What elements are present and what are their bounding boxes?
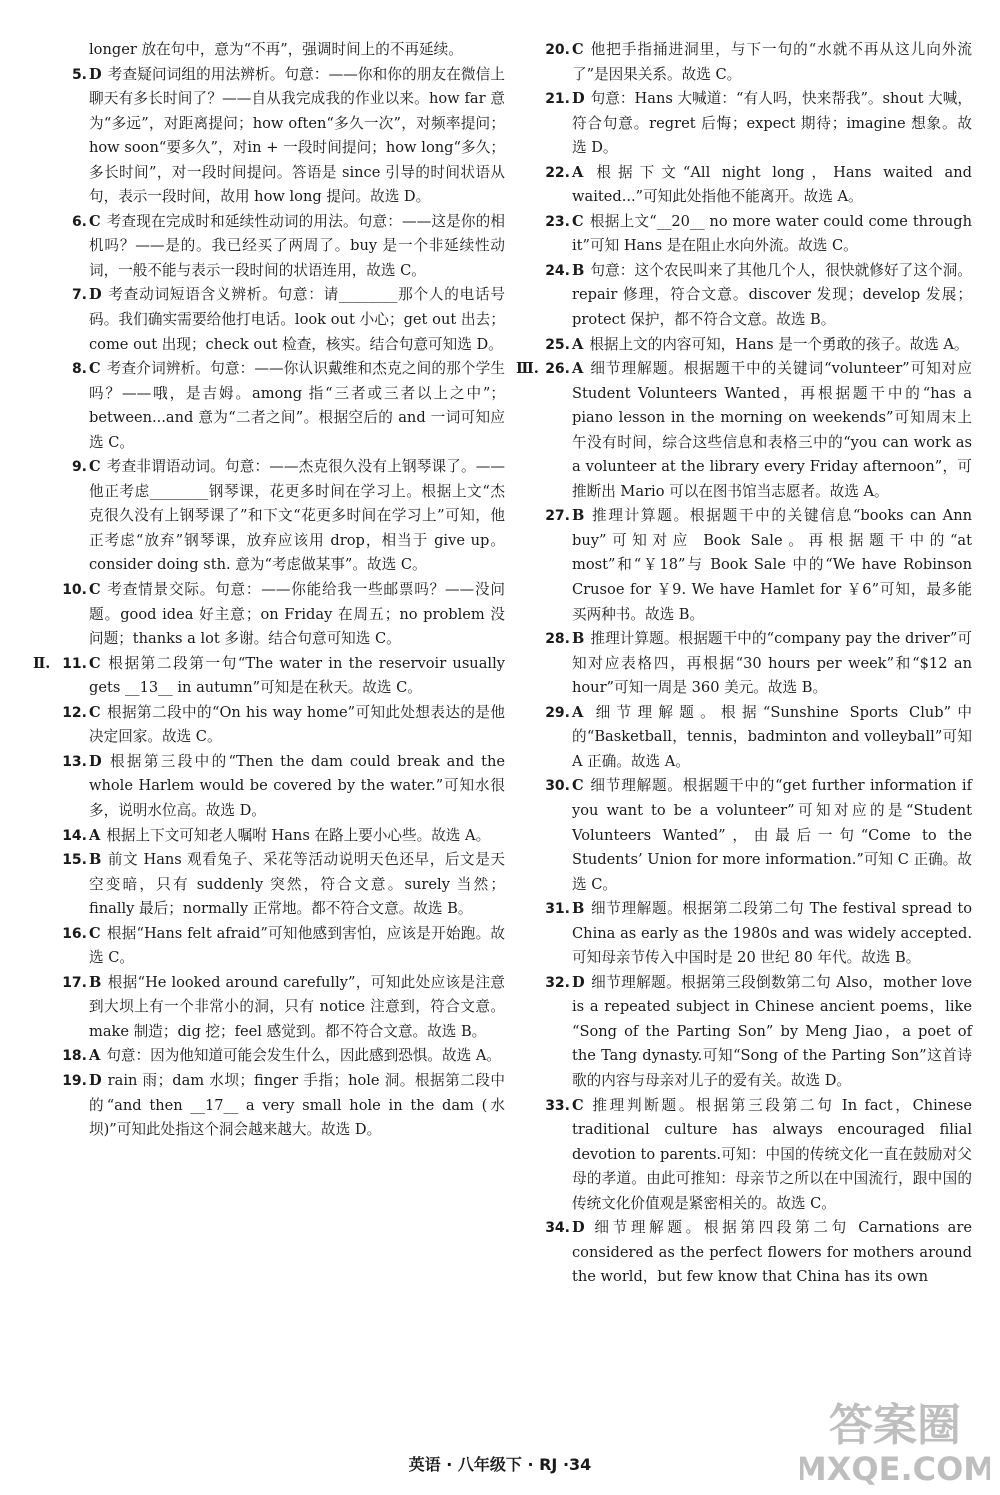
explanation-text: 细节理解题。根据题干中的“get further information if you want to be a volunteer”可知对应的是“Student Volunteers Wanted”，由最后一句“Come to the Students’ Union for more information.”可知 C 正确。故选 C。 (572, 777, 972, 893)
explanation-text: 推理计算题。根据题干中的“company pay the driver”可知对应表格四，再根据“30 hours per week”和“$12 an hour”可知一周是 360 美元。故选 B。 (572, 630, 972, 697)
answer-letter: C (89, 703, 101, 721)
page-footer: 英语 · 八年级下 · RJ ·34 (408, 1455, 592, 1474)
question-number: 24. (545, 262, 570, 279)
answer-letter: B (572, 900, 585, 918)
answer-entry (55, 38, 505, 63)
answer-letter: C (572, 41, 584, 58)
watermark-url: MXQE.COM (800, 1450, 990, 1488)
answer-letter: B (572, 507, 585, 525)
answer-entry (55, 1044, 505, 1069)
explanation-text: 考查情景交际。句意：——你能给我一些邮票吗？——没问题。good idea 好主意；on Friday 在周五；no problem 没问题；thanks a lot 多谢。结合句意可知选 C。 (89, 581, 505, 648)
explanation-text: 考查动词短语含义辨析。句意：请________那个人的电话号码。我们确实需要给他打电话。look out 小心；get out 出去；come out 出现；check out 检查，核实。结合句意可知选 D。 (89, 286, 505, 353)
answer-letter: B (89, 973, 102, 991)
explanation-text: 句意：这个农民叫来了其他几个人，很快就修好了这个洞。repair 修理，符合文意。discover 发现；develop 发展；protect 保护，都不符合文意。故选 B。 (572, 261, 972, 329)
answer-entry (538, 627, 972, 701)
question-number: 7. (71, 287, 87, 304)
explanation-text: 推理计算题。根据题干中的关键信息“books can Ann buy”可知对应 Book Sale。再根据题干中的“at most”和“￥18”与 Book Sale 中的“We have Robinson Crusoe for ￥9. We have Hamlet for ￥6”可知，最多能买两种书。故选 B。 (572, 507, 972, 623)
question-number: 5. (71, 66, 87, 83)
answer-entry (55, 578, 505, 652)
explanation-text: 他把手指捅进洞里，与下一句的“水就不再从这儿向外流了”是因果关系。故选 C。 (572, 41, 972, 83)
explanation-text: 细节理解题。根据第三段倒数第二句 Also，mother love is a repeated subject in Chinese ancient poems，like “Song of the Parting Son” by Meng Jiao，a poet of the Tang dynasty.可知“Song of the Parting Son”这首诗歌的内容与母亲对儿子的爱有关。故选 D。 (572, 973, 972, 1089)
question-number: 30. (545, 778, 570, 795)
question-number: 29. (545, 704, 570, 721)
answer-entry (55, 283, 505, 357)
question-number: 8. (71, 361, 87, 378)
question-number: 31. (545, 901, 570, 918)
question-number: 33. (545, 1097, 570, 1114)
answer-letter: C (89, 458, 101, 476)
answer-letter: A (572, 163, 584, 181)
question-number: 6. (71, 213, 87, 230)
explanation-text: longer 放在句中，意为“不再”，强调时间上的不再延续。 (89, 41, 463, 58)
answer-entry (55, 848, 505, 922)
question-number: 28. (545, 631, 570, 648)
explanation-text: 考查现在完成时和延续性动词的用法。句意：——这是你的相机吗？——是的。我已经买了两周了。buy 是一个非延续性动词，一般不能与表示一段时间的状语连用，故选 C。 (89, 212, 505, 279)
explanation-text: 细节理解题。根据第二段第二句 The festival spread to China as early as the 1980s and was widely accepted.可知母亲节传入中国时是 20 世纪 80 年代。故选 B。 (572, 900, 972, 967)
answer-letter: D (89, 1071, 102, 1089)
answer-letter: B (572, 261, 585, 279)
question-number: 32. (545, 974, 570, 991)
explanation-text: 考查非谓语动词。句意：——杰克很久没有上钢琴课了。——他正考虑________钢琴课，花更多时间在学习上。根据上文“杰克很久没有上钢琴课了”和下文“花更多时间在学习上”可知，他正考虑“放弃”钢琴课，放弃应该用 drop，相当于 give up。consider doing sth. 意为“考虑做某事”。故选 C。 (89, 458, 505, 574)
answer-letter: C (572, 212, 584, 230)
answer-letter: A (89, 826, 101, 844)
answer-entry (516, 357, 972, 504)
explanation-text: 细节理解题。根据题干中的关键词“volunteer”可知对应 Student Volunteers Wanted，再根据题干中的“has a piano lesson in the morning on weekends”可知周末上午没有时间，综合这些信息和表格三中的“you can work as a volunteer at the library every Friday afternoon”，可推断出 Mario 可以在图书馆当志愿者。故选 A。 (572, 360, 972, 500)
answer-entry (55, 357, 505, 455)
question-number: 15. (62, 852, 87, 869)
answer-entry (55, 701, 505, 750)
left-column (33, 38, 505, 1143)
question-number: 23. (545, 213, 570, 230)
answer-entry (538, 161, 972, 210)
question-number: 19. (62, 1072, 87, 1089)
question-number: 20. (545, 42, 570, 58)
explanation-text: 细节理解题。根据“Sunshine Sports Club”中的“Basketball，tennis，badminton and volleyball”可知 A 正确。故选 A。 (572, 703, 972, 770)
explanation-text: 推理判断题。根据第三段第二句 In fact，Chinese traditional culture has always encouraged filial devotion to parents.可知：中国的传统文化一直在鼓励对父母的孝道。由此可推知：母亲节之所以在中国流行，跟中国的传统文化价值观是紧密相关的。故选 C。 (572, 1096, 972, 1212)
answer-letter: C (89, 212, 101, 230)
answer-entry (538, 87, 972, 161)
answer-entry (55, 824, 505, 849)
question-number: 25. (545, 336, 570, 353)
explanation-text: 根据下文“All night long，Hans waited and waited...”可知此处指他不能离开。故选 A。 (572, 163, 972, 206)
answer-entry (33, 652, 505, 701)
answer-entry (55, 1069, 505, 1143)
explanation-text: 根据第二段第一句“The water in the reservoir usually gets __13__ in autumn”可知是在秋天。故选 C。 (89, 654, 505, 697)
answer-entry (538, 1216, 972, 1290)
answer-letter: C (89, 924, 101, 942)
watermark-logo (800, 1388, 990, 1488)
explanation-text: 根据第二段中的“On his way home”可知此处想表达的是他决定回家。故选 C。 (89, 703, 505, 746)
explanation-text: rain 雨；dam 水坝；finger 手指；hole 洞。根据第二段中的“and then __17__ a very small hole in the dam (水坝)”可知此处指这个洞会越来越大。故选 D。 (89, 1071, 505, 1139)
answer-entry (538, 38, 972, 87)
question-number: 11. (62, 655, 87, 672)
answer-entry (55, 63, 505, 210)
answer-letter: A (89, 1047, 101, 1065)
question-number: 13. (62, 753, 87, 770)
answer-entry (55, 750, 505, 824)
explanation-text: 句意：Hans 大喊道：“有人吗，快来帮我”。shout 大喊，符合句意。regret 后悔；expect 期待；imagine 想象。故选 D。 (572, 90, 972, 157)
answer-letter: D (572, 90, 585, 108)
explanation-text: 根据上文“__20__ no more water could come through it”可知 Hans 是在阻止水向外流。故选 C。 (572, 212, 972, 255)
answer-letter: B (572, 630, 585, 648)
question-number: 27. (545, 508, 570, 525)
answer-entry (538, 774, 972, 897)
explanation-text: 根据上下文可知老人嘱咐 Hans 在路上要小心些。故选 A。 (106, 826, 491, 844)
answer-letter: C (572, 777, 584, 795)
answer-letter: C (89, 581, 101, 599)
question-number: 18. (62, 1048, 87, 1065)
explanation-text: 细节理解题。根据第四段第二句 Carnations are considered as the perfect flowers for mothers around the world，but few know that China has its own (572, 1219, 972, 1286)
question-number: 17. (62, 974, 87, 991)
answer-letter: D (89, 65, 102, 83)
answer-letter: D (89, 752, 102, 770)
explanation-text: 根据上文的内容可知，Hans 是一个勇敢的孩子。故选 A。 (589, 335, 969, 353)
answer-entry (55, 922, 505, 971)
question-number: 22. (545, 164, 570, 181)
answer-letter: A (572, 703, 584, 721)
answer-letter: C (89, 360, 101, 378)
right-column (516, 38, 972, 1290)
answer-letter: D (89, 286, 102, 304)
answer-entry (538, 897, 972, 971)
explanation-text: 根据“He looked around carefully”，可知此处应该是注意到大坝上有一个非常小的洞，只有 notice 注意到，符合文意。make 制造；dig 挖；feel 感觉到。都不符合文意。故选 B。 (89, 973, 505, 1040)
question-number: 10. (62, 582, 87, 599)
question-number: 34. (545, 1220, 570, 1237)
answer-entry (538, 210, 972, 259)
explanation-text: 根据第三段中的“Then the dam could break and the whole Harlem would be covered by the water.”可知水很多，说明水位高。故选 D。 (89, 752, 505, 819)
explanation-text: 句意：因为他知道可能会发生什么，因此感到恐惧。故选 A。 (106, 1047, 501, 1065)
answer-letter: A (572, 360, 584, 378)
answer-entry (55, 971, 505, 1045)
answer-letter: D (572, 973, 585, 991)
question-number: 26. (545, 361, 570, 378)
watermark-title: 答案圈 (829, 1400, 961, 1451)
explanation-text: 根据“Hans felt afraid”可知他感到害怕，应该是开始跑。故选 C。 (89, 924, 505, 967)
answer-entry (538, 701, 972, 775)
answer-entry (538, 504, 972, 627)
question-number: 21. (545, 91, 570, 108)
answer-letter: D (572, 1219, 585, 1237)
explanation-text: 考查疑问词组的用法辨析。句意：——你和你的朋友在微信上聊天有多长时间了？——自从我完成我的作业以来。how far 意为“多远”，对距离提问；how often“多久一次”，对频率提问；how soon“要多久”，对in + 一段时间提问；how long“多久；多长时间”，对一段时间提问。答语是 since 引导的时间状语从句，表示一段时间，故用 how long 提问。故选 D。 (89, 65, 505, 206)
question-number: 16. (62, 925, 87, 942)
question-number: 9. (71, 459, 87, 476)
answer-entry (538, 259, 972, 333)
answer-letter: C (572, 1096, 584, 1114)
explanation-text: 前文 Hans 观看兔子、采花等活动说明天色还早，后文是天空变暗，只有 suddenly 突然，符合文意。surely 当然；finally 最后；normally 正常地。都不符合文意。故选 B。 (89, 851, 505, 918)
question-number: 12. (62, 704, 87, 721)
answer-entry (538, 971, 972, 1094)
section-marker: Ⅲ. (516, 360, 539, 378)
answer-letter: A (572, 335, 584, 353)
answer-entry (55, 210, 505, 284)
answer-entry (538, 1094, 972, 1217)
question-number: 14. (62, 827, 87, 844)
explanation-text: 考查介词辨析。句意：——你认识戴维和杰克之间的那个学生吗？——哦，是吉姆。among 指“三者或三者以上之中”；between...and 意为“二者之间”。根据空后的 and 一词可知应选 C。 (89, 360, 505, 451)
section-marker: Ⅱ. (33, 654, 51, 672)
answer-entry (55, 455, 505, 578)
answer-letter: C (89, 654, 101, 672)
answer-letter: B (89, 851, 102, 869)
answer-entry (538, 333, 972, 358)
